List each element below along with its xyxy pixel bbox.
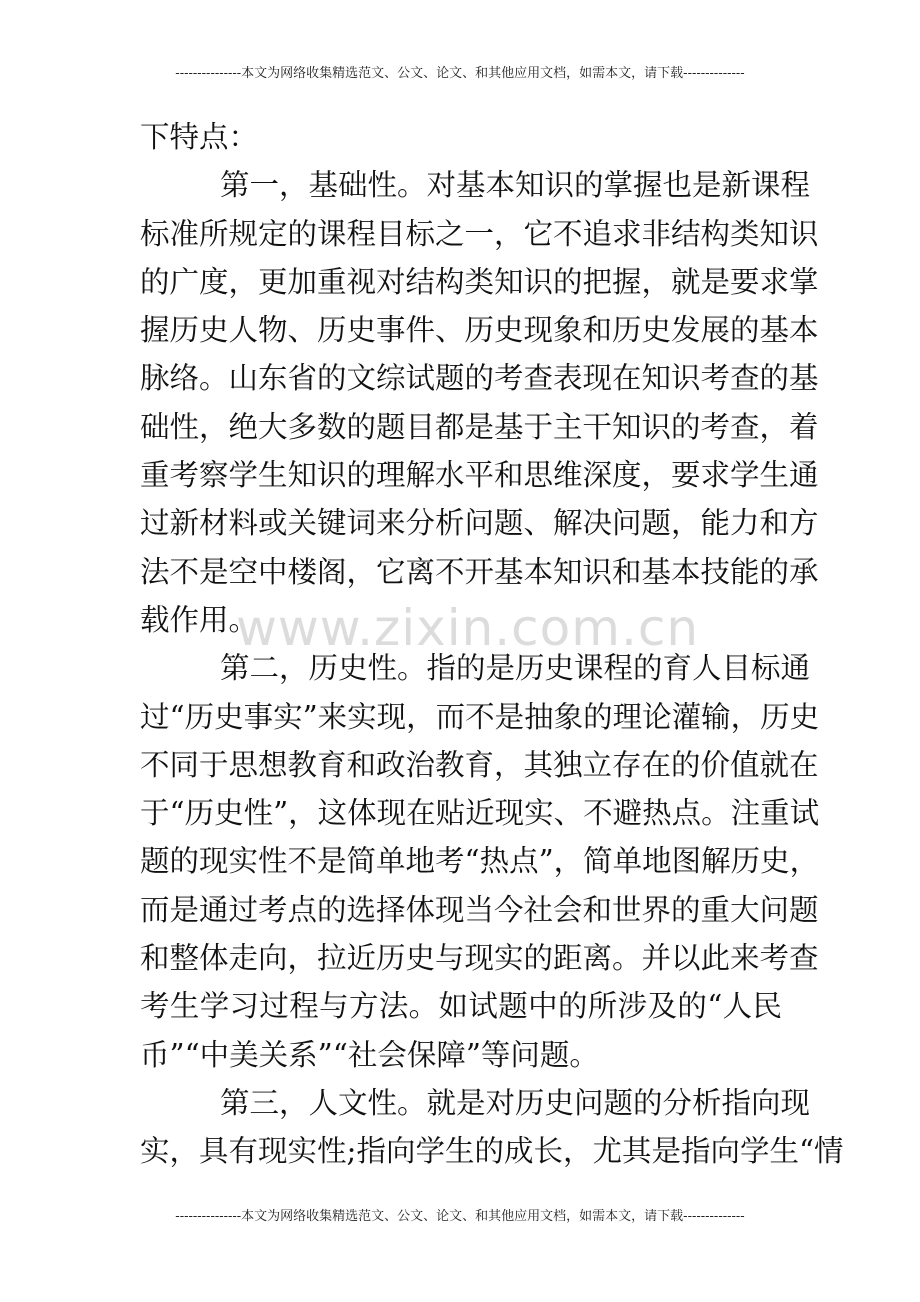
text-line: 重考察学生知识的理解水平和思维深度，要求学生通 (140, 458, 819, 493)
text-line: 标准所规定的课程目标之一，它不追求非结构类知识 (140, 216, 819, 251)
text-line: 第一，基础性。对基本知识的掌握也是新课程 (220, 168, 811, 203)
text-line: 第二，历史性。指的是历史课程的育人目标通 (220, 651, 811, 686)
watermark: www.zixin.com.cn (236, 599, 700, 657)
text-line: 过“历史事实”来实现，而不是抽象的理论灌输，历史 (140, 699, 820, 734)
text-line: 而是通过考点的选择体现当今社会和世界的重大问题 (140, 892, 819, 927)
text-line: 握历史人物、历史事件、历史现象和历史发展的基本 (140, 313, 819, 348)
text-line: 础性，绝大多数的题目都是基于主干知识的考查，着 (140, 409, 819, 444)
text-line: 第三，人文性。就是对历史问题的分析指向现 (220, 1085, 811, 1120)
text-line: 考生学习过程与方法。如试题中的所涉及的“人民 (140, 989, 782, 1024)
text-line: 于“历史性”，这体现在贴近现实、不避热点。注重试 (140, 796, 820, 831)
text-line: 的广度，更加重视对结构类知识的把握，就是要求掌 (140, 264, 819, 299)
text-line: 和整体走向，拉近历史与现实的距离。并以此来考查 (140, 941, 819, 976)
text-line: 题的现实性不是简单地考“热点”，简单地图解历史， (140, 844, 820, 879)
text-line: 脉络。山东省的文综试题的考查表现在知识考查的基 (140, 361, 819, 396)
text-line: 实，具有现实性;指向学生的成长，尤其是指向学生“情 (140, 1134, 844, 1169)
text-line: 过新材料或关键词来分析问题、解决问题，能力和方 (140, 506, 819, 541)
page-header: ---------------本文为网络收集精选范文、公文、论文、和其他应用文档，如需本文，请下载-------------- (175, 66, 745, 81)
text-line: 币”“中美关系”“社会保障”等问题。 (140, 1037, 599, 1072)
text-line: 下特点： (140, 120, 259, 154)
page-footer: ---------------本文为网络收集精选范文、公文、论文、和其他应用文档，如需本文，请下载-------------- (175, 1209, 745, 1224)
body-text (140, 113, 844, 1176)
text-line: 载作用。 (140, 602, 259, 637)
text-line: 不同于思想教育和政治教育，其独立存在的价值就在 (140, 747, 819, 782)
text-line: 法不是空中楼阁，它离不开基本知识和基本技能的承 (140, 554, 819, 589)
